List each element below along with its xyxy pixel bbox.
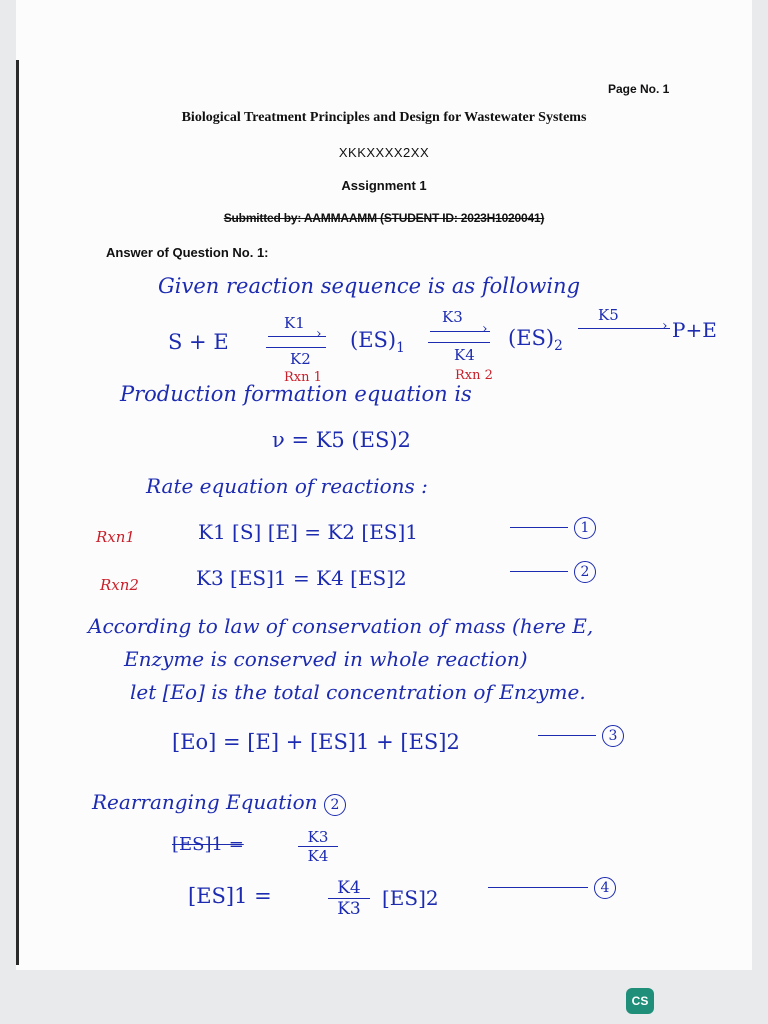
struck-fraction: K3 K4 — [298, 828, 338, 865]
rate-heading: Rate equation of reactions : — [146, 474, 428, 498]
conservation-line-1: According to law of conservation of mass (here E, — [88, 614, 594, 638]
reverse-arrow-2 — [428, 342, 490, 343]
page-number: Page No. 1 — [608, 82, 670, 96]
k4-label: K4 — [454, 346, 475, 364]
k2-label: K2 — [290, 350, 311, 368]
rxn1-label: Rxn1 — [96, 528, 135, 546]
arrowhead-3-icon: › — [662, 318, 668, 334]
rxn2-tag: Rxn 2 — [455, 368, 493, 383]
struck-equation: [ES]1 = — [172, 834, 244, 855]
given-line: Given reaction sequence is as following — [158, 274, 581, 298]
eq3-number: 3 — [538, 724, 624, 747]
document-title: Biological Treatment Principles and Design for Wastewater Systems — [181, 110, 587, 125]
reverse-arrow-1 — [266, 347, 326, 348]
eq4-lhs: [ES]1 = — [188, 884, 272, 908]
product-p-plus-e: P+E — [672, 318, 717, 342]
k5-label: K5 — [598, 306, 619, 324]
k3-label: K3 — [442, 308, 463, 326]
eq1-number: 1 — [510, 516, 596, 539]
submitted-by: Submitted by: AAMMAAMM (STUDENT ID: 2023H1020041) — [223, 211, 545, 225]
forward-arrow-2 — [430, 331, 490, 332]
eq4-number: 4 — [488, 876, 616, 899]
eq4-fraction: K4 K3 — [328, 878, 370, 919]
k1-label: K1 — [284, 314, 305, 332]
answer-heading: Answer of Question No. 1: — [106, 245, 269, 260]
conservation-line-3: let [Eo] is the total concentration of Enzyme. — [130, 680, 586, 704]
rxn1-equation: K1 [S] [E] = K2 [ES]1 — [198, 520, 419, 544]
forward-arrow-3 — [578, 328, 670, 329]
conservation-line-2: Enzyme is conserved in whole reaction) — [124, 647, 528, 671]
eq2-number: 2 — [510, 560, 596, 583]
arrowhead-2-icon: › — [482, 321, 488, 337]
assignment-label: Assignment 1 — [341, 178, 427, 193]
course-code: XKKXXXX2XX — [338, 145, 430, 160]
arrowhead-1-icon: › — [316, 326, 322, 342]
reactant-s-plus-e: S + E — [168, 330, 229, 354]
eq4-rhs: [ES]2 — [382, 886, 439, 910]
production-equation: ν = K5 (ES)2 — [272, 428, 411, 452]
es1-complex: $(ES)_1$ — [350, 328, 405, 357]
eq3-equation: [Eo] = [E] + [ES]1 + [ES]2 — [172, 730, 460, 754]
production-line: Production formation equation is — [120, 382, 472, 406]
camscanner-logo: CS — [626, 988, 654, 1014]
rearranging-line: Rearranging Equation 2 — [92, 790, 346, 816]
es2-complex: $(ES)_2$ — [508, 326, 563, 355]
rxn1-tag: Rxn 1 — [284, 370, 322, 385]
rxn2-label: Rxn2 — [100, 576, 139, 594]
rxn2-equation: K3 [ES]1 = K4 [ES]2 — [196, 566, 407, 590]
